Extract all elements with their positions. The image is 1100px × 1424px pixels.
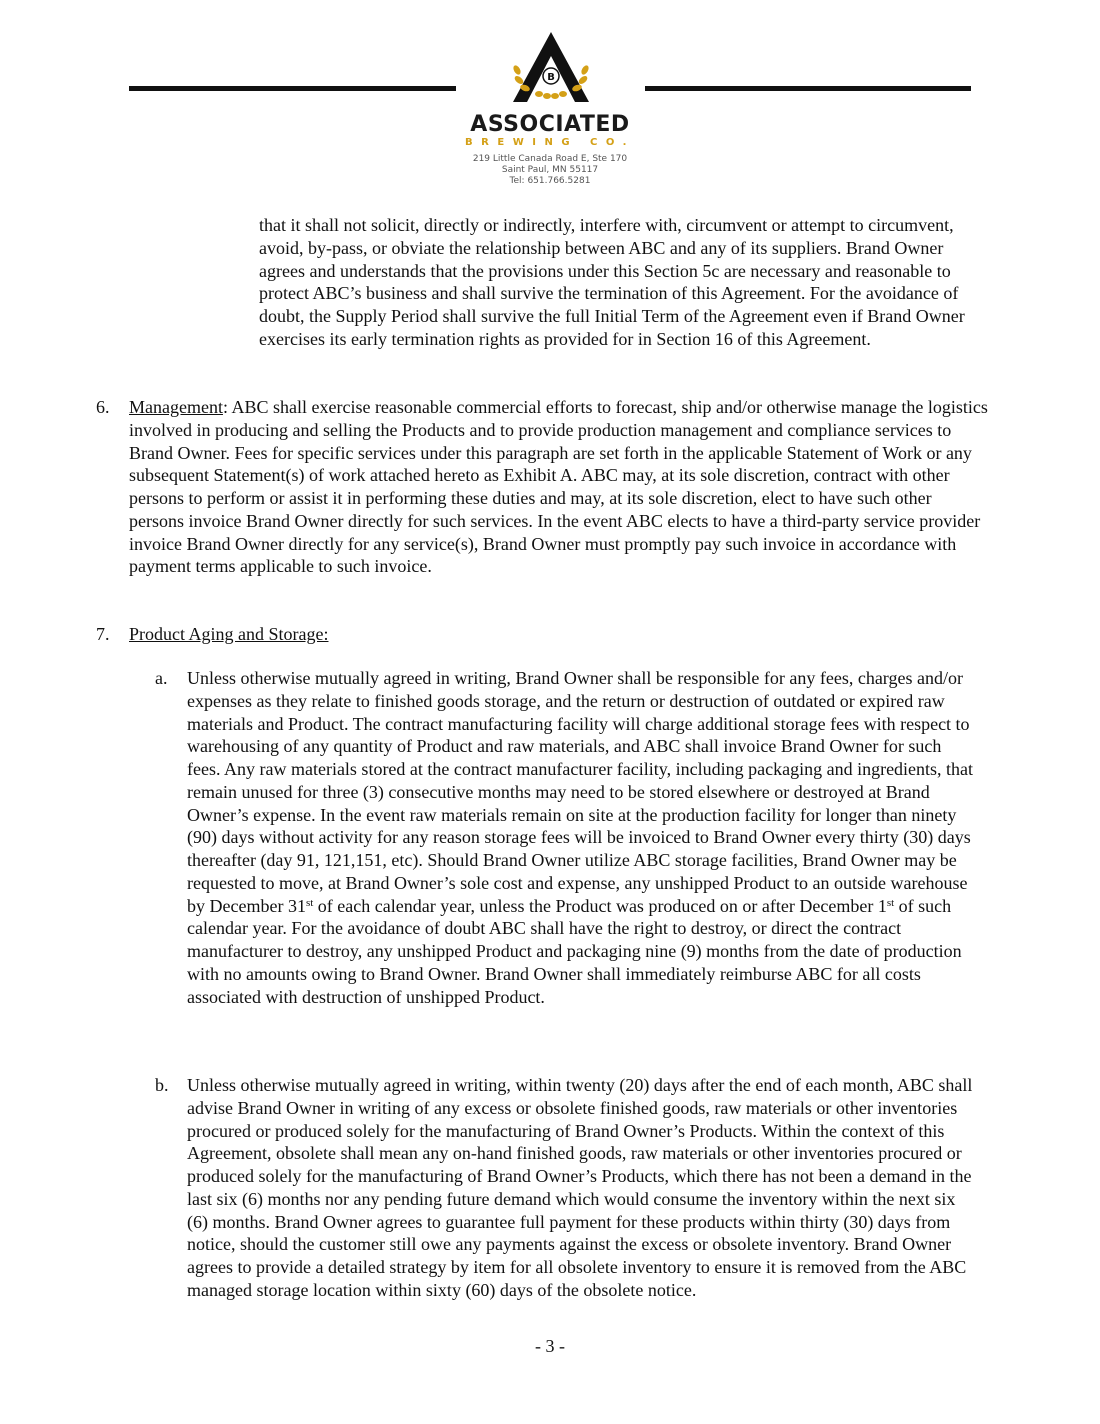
logo-letter: B bbox=[547, 72, 555, 83]
clause-7b-label: b. bbox=[155, 1075, 169, 1095]
ordinal-suffix-2: st bbox=[886, 896, 895, 909]
header-rule-right bbox=[645, 86, 971, 91]
clause-7a-part2: of each calendar year, unless the Product was produced on or after December 1 bbox=[313, 895, 887, 916]
address-line-2: Saint Paul, MN 55117 bbox=[501, 165, 599, 175]
clause-7b-text: Unless otherwise mutually agreed in writing, within twenty (20) days after the end of each month, ABC shall advise Brand Owner in writing of any excess or obsolete finished goods, raw materials or other inventories procured or produced solely for the manufacturing of Brand Owner’s Products. Within the context of this Agreement, obsolete shall mean any on-hand finished goods, raw materials or other inventories procured or produced solely for the manufacturing of Brand Owner’s Products, which there has not been a demand in the last six (6) months nor any pending future demand which would consume the inventory within the next six (6) months. Brand Owner agrees to guarantee full payment for these products within thirty (30) days from notice, should the customer still owe any payments against the excess or obsolete inventory. Brand Owner agrees to provide a detailed strategy by item for all obsolete inventory to ensure it is removed from the ABC managed storage location within sixty (60) days of the obsolete notice. bbox=[187, 1075, 973, 1300]
company-name: ASSOCIATED bbox=[470, 112, 630, 137]
clause-7a-part1: Unless otherwise mutually agreed in writing, Brand Owner shall be responsible for any fees, charges and/or expenses as they relate to finished goods storage, and the return or destruction of outdated or expired raw materials and Product. The contract manufacturing facility will charge additional storage fees with respect to warehousing of any quantity of Product and raw materials, and ABC shall invoice Brand Owner for such fees. Any raw materials stored at the contract manufacturer facility, including packaging and ingredients, that remain unused for three (3) consecutive months may need to be stored elsewhere or destroyed at Brand Owner’s expense. In the event raw materials remain on site at the production facility for longer than ninety (90) days without activity for any reason storage fees will be invoiced to Brand Owner every thirty (30) days thereafter (day 91, 121,151, etc). Should Brand Owner utilize ABC storage facilities, Brand Owner may be requested to move, at Brand Owner’s sole cost and expense, any unshipped Product to an outside warehouse by December 31 bbox=[187, 668, 974, 916]
section-6-text: : ABC shall exercise reasonable commercial efforts to forecast, ship and/or otherwise manage the logistics involved in producing and selling the Products and to provide production management and compliance services to Brand Owner. Fees for specific services under this paragraph are set forth in the applicable Statement of Work or any subsequent Statement(s) of work attached hereto as Exhibit A. ABC may, at its sole discretion, contract with other persons to perform or assist it in performing these duties and may, at its sole discretion, elect to have such other persons invoice Brand Owner directly for such services. In the event ABC elects to have a third-party service provider invoice Brand Owner directly for any service(s), Brand Owner must promptly pay such invoice in accordance with payment terms applicable to such invoice. bbox=[129, 397, 988, 577]
header-rule-left bbox=[129, 86, 456, 91]
clause-7a-text bbox=[187, 667, 977, 1008]
page-number: - 3 - bbox=[535, 1336, 565, 1356]
phone-number: Tel: 651.766.5281 bbox=[509, 176, 591, 186]
section-7-heading: Product Aging and Storage: bbox=[129, 624, 329, 644]
continuation-paragraph: that it shall not solicit, directly or indirectly, interfere with, circumvent or attempt to circumvent, avoid, by-pass, or obviate the relationship between ABC and any of its suppliers. Brand Owner agrees and understands that the provisions under this Section 5c are necessary and reasonable to protect ABC’s business and shall survive the termination of this Agreement. For the avoidance of doubt, the Supply Period shall survive the full Initial Term of the Agreement even if Brand Owner exercises its early termination rights as provided for in Section 16 of this Agreement. bbox=[259, 215, 965, 349]
section-7-number: 7. bbox=[96, 624, 110, 644]
company-subtitle: BREWING CO. bbox=[465, 137, 635, 148]
section-6-management bbox=[129, 396, 989, 578]
section-6-heading: Management bbox=[129, 397, 223, 417]
clause-7a-part3: of such calendar year. For the avoidance of doubt ABC shall have the right to destroy, or direct the contract manufacturer to destroy, any unshipped Product and packaging nine (9) months from the date of production with no amounts owing to Brand Owner. Brand Owner shall immediately reimburse ABC for all costs associated with destruction of unshipped Product. bbox=[187, 895, 962, 1007]
brewery-logo-icon bbox=[505, 30, 597, 110]
address-line-1: 219 Little Canada Road E, Ste 170 bbox=[472, 154, 628, 164]
clause-7a-label: a. bbox=[155, 668, 168, 688]
ordinal-suffix-1: st bbox=[305, 896, 314, 909]
section-6-number: 6. bbox=[96, 397, 110, 417]
